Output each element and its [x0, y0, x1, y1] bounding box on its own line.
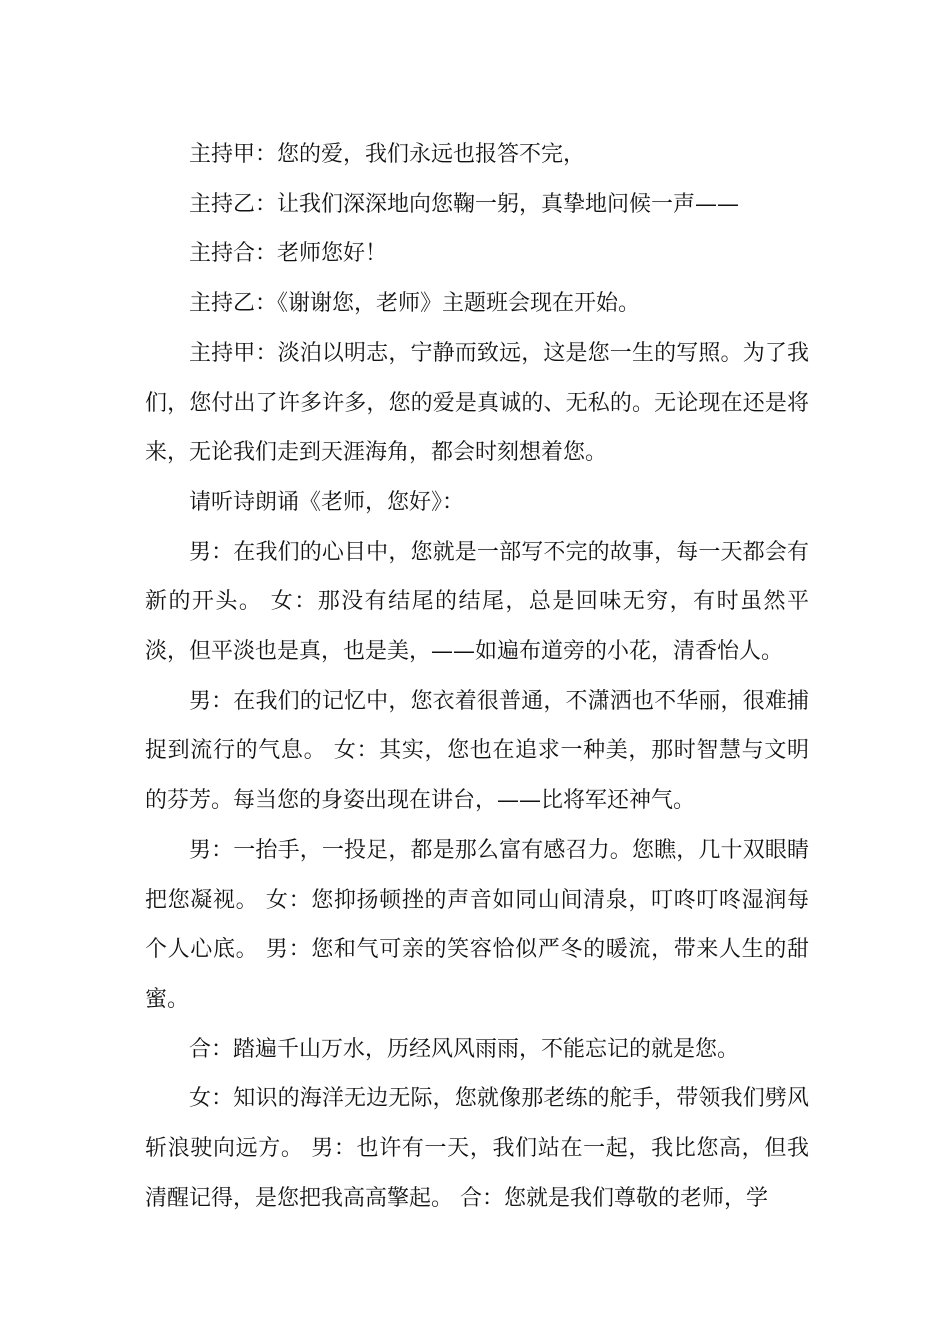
paragraph: 男：一抬手，一投足，都是那么富有感召力。您瞧，几十双眼睛把您凝视。 女：您抑扬顿挫的声音如同山间清泉，叮咚叮咚湿润每个人心底。 男：您和气可亲的笑容恰似严冬的暖流，带来人生的甜蜜。: [145, 837, 809, 1012]
paragraph: 主持乙：《谢谢您，老师》主题班会现在开始。: [189, 291, 641, 317]
paragraph: 主持合：老师您好！: [189, 241, 388, 267]
paragraph: 请听诗朗诵《老师，您好》：: [189, 489, 465, 515]
paragraph: 男：在我们的心目中，您就是一部写不完的故事，每一天都会有新的开头。 女：那没有结尾的结尾，总是回味无穷，有时虽然平淡，但平淡也是真，也是美，——如遍布道旁的小花，清香怡人。: [145, 539, 809, 665]
paragraph: 男：在我们的记忆中，您衣着很普通，不潇洒也不华丽，很难捕捉到流行的气息。 女：其实，您也在追求一种美，那时智慧与文明的芬芳。每当您的身姿出现在讲台，——比将军还神气。: [145, 688, 809, 814]
paragraph: 合：踏遍千山万水，历经风风雨雨，不能忘记的就是您。: [189, 1036, 740, 1062]
document-body: [145, 130, 809, 1223]
paragraph: 女：知识的海洋无边无际，您就像那老练的舵手，带领我们劈风斩浪驶向远方。 男：也许有一天，我们站在一起，我比您高，但我清醒记得，是您把我高高擎起。 合：您就是我们尊敬的老师，学: [145, 1086, 809, 1211]
paragraph: 主持甲：您的爱，我们永远也报答不完，: [189, 142, 586, 167]
paragraph: 主持乙：让我们深深地向您鞠一躬，真挚地问候一声——: [189, 191, 740, 217]
paragraph: 主持甲：淡泊以明志，宁静而致远，这是您一生的写照。为了我们，您付出了许多许多，您的爱是真诚的、无私的。无论现在还是将来，无论我们走到天涯海角，都会时刻想着您。: [145, 340, 809, 466]
